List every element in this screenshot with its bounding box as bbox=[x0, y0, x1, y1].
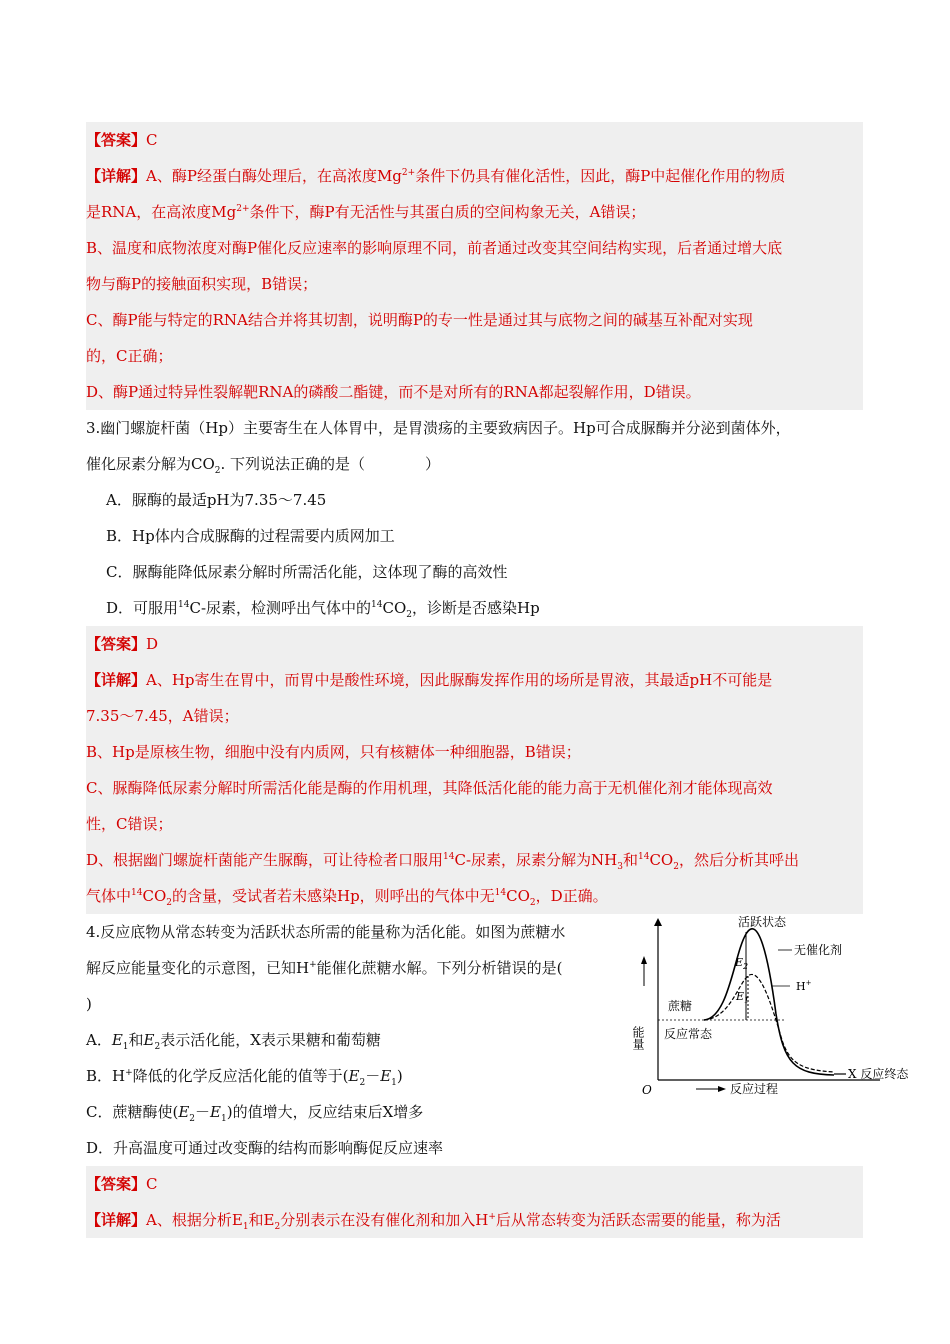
option-c: C．脲酶能降低尿素分解时所需活化能，这体现了酶的高效性 bbox=[106, 563, 508, 581]
subscript: 2 bbox=[673, 862, 679, 872]
detail-text: D、根据幽门螺旋杆菌能产生脲酶，可让待检者口服用 bbox=[86, 851, 444, 869]
option-b bbox=[86, 1058, 631, 1094]
subscript: 2 bbox=[359, 1078, 366, 1088]
variable: E bbox=[348, 1067, 360, 1085]
superscript: + bbox=[309, 960, 317, 970]
detail-line: 性，C错误； bbox=[86, 815, 173, 833]
option-text: D．可服用 bbox=[106, 599, 179, 617]
active-state-label: 活跃状态 bbox=[738, 915, 787, 929]
subscript: 1 bbox=[391, 1078, 397, 1088]
detail-text: CO bbox=[649, 851, 674, 869]
answer-block-q2 bbox=[86, 122, 863, 410]
question-stem: 催化尿素分解为CO bbox=[86, 455, 215, 473]
detail-line: B、Hp是原核生物，细胞中没有内质网，只有核糖体一种细胞器，B错误； bbox=[86, 743, 581, 761]
detail-line: C、酶P能与特定的RNA结合并将其切割，说明酶P的专一性是通过其与底物之间的碱基互补配对实现 bbox=[86, 311, 753, 329]
detail-line bbox=[86, 878, 863, 914]
detail-text: CO bbox=[506, 887, 530, 905]
subscript: 2 bbox=[529, 898, 536, 908]
question-stem: 能催化蔗糖水解。下列分析错误的是( bbox=[316, 959, 563, 977]
detail-text: 的含量，受试者若未感染Hp，则呼出的气体中无 bbox=[171, 887, 495, 905]
option-text: A． bbox=[86, 1031, 112, 1049]
superscript: 14 bbox=[178, 600, 190, 610]
detail-text: 和E bbox=[248, 1211, 275, 1229]
option-c bbox=[86, 1094, 631, 1130]
option-b: B．Hp体内合成脲酶的过程需要内质网加工 bbox=[106, 527, 395, 545]
detail-text: CO bbox=[142, 887, 167, 905]
superscript: 14 bbox=[131, 888, 143, 898]
subscript: 2 bbox=[406, 610, 412, 620]
option-text: CO bbox=[382, 599, 407, 617]
detail-line: C、脲酶降低尿素分解时所需活化能是酶的作用机理，其降低活化能的能力高于无机催化剂才能体现高效 bbox=[86, 779, 773, 797]
option-text: C-尿素，检测呼出气体中的 bbox=[189, 599, 372, 617]
answer-value: D bbox=[146, 635, 159, 653]
final-state-label: X 反应终态 bbox=[848, 1067, 909, 1081]
question-stem: 3.幽门螺旋杆菌（Hp）主要寄生在人体胃中，是胃溃疡的主要致病因子。Hp可合成脲酶并分泌到菌体外， bbox=[86, 419, 791, 437]
answer-tag: 【答案】 bbox=[86, 1175, 147, 1193]
option-text: ，诊断是否感染Hp bbox=[412, 599, 540, 617]
subscript: 1 bbox=[242, 1222, 249, 1232]
no-catalyst-label: 无催化剂 bbox=[794, 943, 843, 957]
subscript: 2 bbox=[274, 1222, 281, 1232]
subscript: 1 bbox=[221, 1114, 227, 1124]
option-text: 和 bbox=[128, 1031, 144, 1049]
catalyst-curve bbox=[704, 974, 834, 1072]
superscript: 14 bbox=[371, 600, 383, 610]
detail-text: 后从常态转变为活跃态需要的能量，称为活 bbox=[495, 1211, 781, 1229]
question-stem: 4.反应底物从常态转变为活跃状态所需的能量称为活化能。如图为蔗糖水 bbox=[86, 923, 566, 941]
document-page bbox=[86, 122, 909, 1238]
variable: E bbox=[210, 1103, 221, 1121]
option-a bbox=[86, 1022, 631, 1058]
superscript: 2+ bbox=[401, 168, 416, 178]
option-text: B．H bbox=[86, 1067, 126, 1085]
subscript: 3 bbox=[617, 862, 623, 872]
superscript: + bbox=[488, 1212, 496, 1222]
question-stem: 解反应能量变化的示意图，已知H bbox=[86, 959, 310, 977]
option-text: － bbox=[365, 1067, 381, 1085]
sucrose-label: 蔗糖 bbox=[668, 999, 693, 1013]
normal-state-label: 反应常态 bbox=[664, 1027, 713, 1041]
superscript: 14 bbox=[494, 888, 507, 898]
detail-text: 条件下，酶P有无活性与其蛋白质的空间构象无关，A错误； bbox=[249, 203, 646, 221]
answer-value: C bbox=[146, 1175, 158, 1193]
detail-text: 分别表示在没有催化剂和加入H bbox=[280, 1211, 489, 1229]
subscript: 2 bbox=[166, 898, 172, 908]
energy-label: 能量 bbox=[631, 1026, 645, 1050]
variable: E bbox=[380, 1067, 392, 1085]
subscript: 1 bbox=[122, 1042, 129, 1052]
detail-line bbox=[86, 842, 863, 878]
answer-tag: 【答案】 bbox=[86, 131, 147, 149]
subscript: 2 bbox=[214, 466, 221, 476]
e2-label: $E_2$ bbox=[735, 956, 749, 971]
variable: E bbox=[111, 1031, 123, 1049]
detail-text: 条件下仍具有催化活性，因此，酶P中起催化作用的物质 bbox=[415, 167, 786, 185]
option-text: 降低的化学反应活化能的值等于( bbox=[132, 1067, 349, 1085]
detail-text: 气体中 bbox=[86, 887, 132, 905]
variable: E bbox=[143, 1031, 155, 1049]
detail-line: B、温度和底物浓度对酶P催化反应速率的影响原理不同，前者通过改变其空间结构实现，后者通过增大底 bbox=[86, 239, 783, 257]
detail-line: 7.35～7.45，A错误； bbox=[86, 707, 239, 725]
detail-line: 物与酶P的接触面积实现，B错误； bbox=[86, 275, 318, 293]
detail-text: A、酶P经蛋白酶处理后，在高浓度Mg bbox=[146, 167, 402, 185]
detail-tag: 【详解】 bbox=[86, 671, 147, 689]
subscript: 2 bbox=[189, 1114, 196, 1124]
option-d bbox=[86, 590, 863, 626]
energy-arrow-head bbox=[641, 956, 647, 964]
energy-diagram bbox=[631, 914, 909, 1164]
question-stem: ) bbox=[86, 995, 92, 1013]
e1-label: $E_1$ bbox=[736, 990, 750, 1005]
superscript: 14 bbox=[443, 852, 455, 862]
superscript: 2+ bbox=[236, 204, 250, 214]
answer-block-q4 bbox=[86, 1166, 863, 1238]
option-text: C．蔗糖酶使( bbox=[86, 1103, 179, 1121]
question-stem: . 下列说法正确的是（ ） bbox=[220, 455, 441, 473]
process-arrow-head bbox=[718, 1086, 726, 1092]
answer-block-q3 bbox=[86, 626, 863, 914]
superscript: 14 bbox=[638, 852, 650, 862]
process-label: 反应过程 bbox=[730, 1082, 779, 1096]
option-text: ) bbox=[396, 1067, 403, 1085]
option-text: 表示活化能，X表示果糖和葡萄糖 bbox=[160, 1031, 381, 1049]
energy-diagram-svg bbox=[631, 914, 909, 1164]
subscript: 2 bbox=[154, 1042, 161, 1052]
detail-text: C-尿素，尿素分解为NH bbox=[454, 851, 618, 869]
option-text: － bbox=[195, 1103, 211, 1121]
detail-text: ，然后分析其呼出 bbox=[678, 851, 799, 869]
question-3 bbox=[86, 410, 863, 626]
answer-value: C bbox=[146, 131, 158, 149]
detail-tag: 【详解】 bbox=[86, 167, 147, 185]
detail-line: D、酶P通过特异性裂解靶RNA的磷酸二酯键，而不是对所有的RNA都起裂解作用，D错误。 bbox=[86, 383, 701, 401]
answer-tag: 【答案】 bbox=[86, 635, 147, 653]
detail-tag: 【详解】 bbox=[86, 1211, 147, 1229]
detail-text: 和 bbox=[622, 851, 638, 869]
detail-line: 的，C正确； bbox=[86, 347, 173, 365]
option-d: D．升高温度可通过改变酶的结构而影响酶促反应速率 bbox=[86, 1139, 444, 1157]
origin-label: O bbox=[642, 1083, 652, 1097]
h-plus-label: H+ bbox=[796, 979, 812, 993]
y-axis-arrow bbox=[654, 918, 662, 926]
option-text: )的值增大，反应结束后X增多 bbox=[226, 1103, 424, 1121]
option-a: A．脲酶的最适pH为7.35～7.45 bbox=[106, 491, 327, 509]
detail-text: A、根据分析E bbox=[146, 1211, 243, 1229]
variable: E bbox=[178, 1103, 190, 1121]
detail-text: A、Hp寄生在胃中，而胃中是酸性环境，因此脲酶发挥作用的场所是胃液，其最适pH不可能是 bbox=[146, 671, 773, 689]
question-4 bbox=[86, 914, 909, 1166]
superscript: + bbox=[125, 1068, 133, 1078]
detail-text: ，D正确。 bbox=[535, 887, 608, 905]
detail-text: 是RNA，在高浓度Mg bbox=[86, 203, 237, 221]
